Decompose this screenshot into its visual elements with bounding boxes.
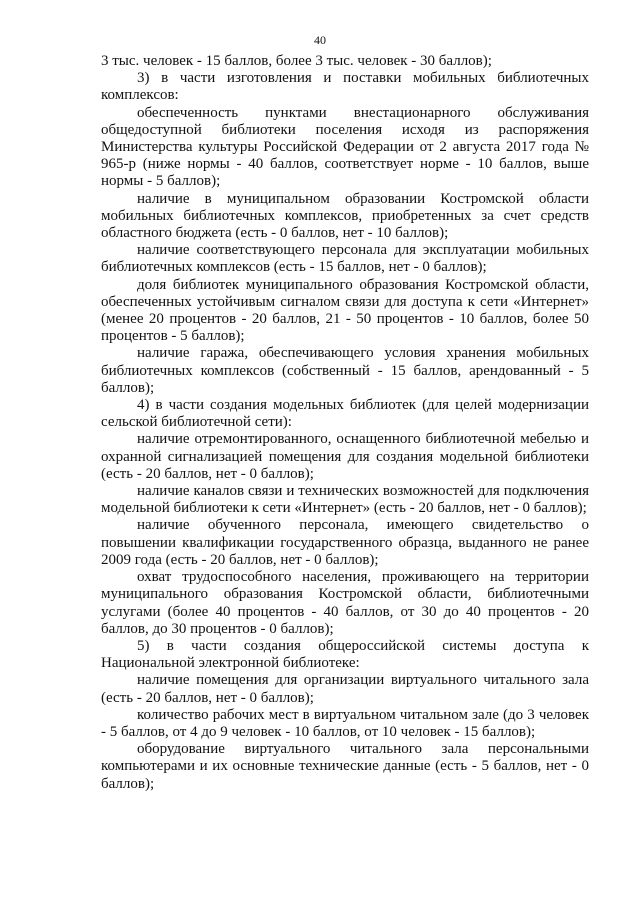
paragraph: 3) в части изготовления и поставки мобильных библиотечных комплексов: <box>101 70 589 104</box>
paragraph: 5) в части создания общероссийской системы доступа к Национальной электронной библиотеке: <box>101 637 589 672</box>
paragraph: обеспеченность пунктами внестационарного обслуживания общедоступной библиотеки поселения исходя из распоряжения Министерства культуры Российской Федерации от 2 августа 2017 года № 965-р (ниже нормы - 40 баллов, соответствует норме - 10 баллов, выше нормы - 5 баллов); <box>101 104 589 190</box>
paragraph: наличие обученного персонала, имеющего свидетельство о повышении квалификации государственного образца, выданного не ранее 2009 года (есть - 20 баллов, нет - 0 баллов); <box>101 517 589 568</box>
paragraph: 3 тыс. человек - 15 баллов, более 3 тыс. человек - 30 баллов); <box>101 53 492 69</box>
document-body <box>101 53 589 793</box>
paragraph: 4) в части создания модельных библиотек (для целей модернизации сельской библиотечной сети): <box>101 397 589 431</box>
paragraph: оборудование виртуального читального зала персональными компьютерами и их основные технические данные (есть - 5 баллов, нет - 0 баллов); <box>101 741 589 792</box>
paragraph: охват трудоспособного населения, проживающего на территории муниципального образования Костромской области, библиотечными услугами (более 40 процентов - 40 баллов, от 30 до 40 процентов - 20 баллов, до 30 процентов - 0 баллов); <box>101 569 589 637</box>
paragraph: наличие отремонтированного, оснащенного библиотечной мебелью и охранной сигнализацией помещения для создания модельной библиотеки (есть - 20 баллов, нет - 0 баллов); <box>101 431 589 482</box>
paragraph: наличие помещения для организации виртуального читального зала (есть - 20 баллов, нет - 0 баллов); <box>101 672 589 706</box>
paragraph: количество рабочих мест в виртуальном читальном зале (до 3 человек - 5 баллов, от 4 до 9 человек - 10 баллов, от 10 человек - 15 баллов); <box>101 706 589 740</box>
paragraph: наличие гаража, обеспечивающего условия хранения мобильных библиотечных комплексов (собственный - 15 баллов, арендованный - 5 баллов); <box>101 345 589 396</box>
paragraph: наличие каналов связи и технических возможностей для подключения модельной библиотеки к сети «Интернет» (есть - 20 баллов, нет - 0 баллов); <box>101 483 589 517</box>
paragraph: наличие соответствующего персонала для эксплуатации мобильных библиотечных комплексов (есть - 15 баллов, нет - 0 баллов); <box>101 242 589 276</box>
paragraph: доля библиотек муниципального образования Костромской области, обеспеченных устойчивым сигналом связи для доступа к сети «Интернет» (менее 20 процентов - 20 баллов, 21 - 50 процентов - 10 баллов, более 50 процентов - 5 баллов); <box>101 276 589 345</box>
paragraph: наличие в муниципальном образовании Костромской области мобильных библиотечных комплексов, приобретенных за счет средств областного бюджета (есть - 0 баллов, нет - 10 баллов); <box>101 190 589 242</box>
page-number: 40 <box>314 33 326 47</box>
